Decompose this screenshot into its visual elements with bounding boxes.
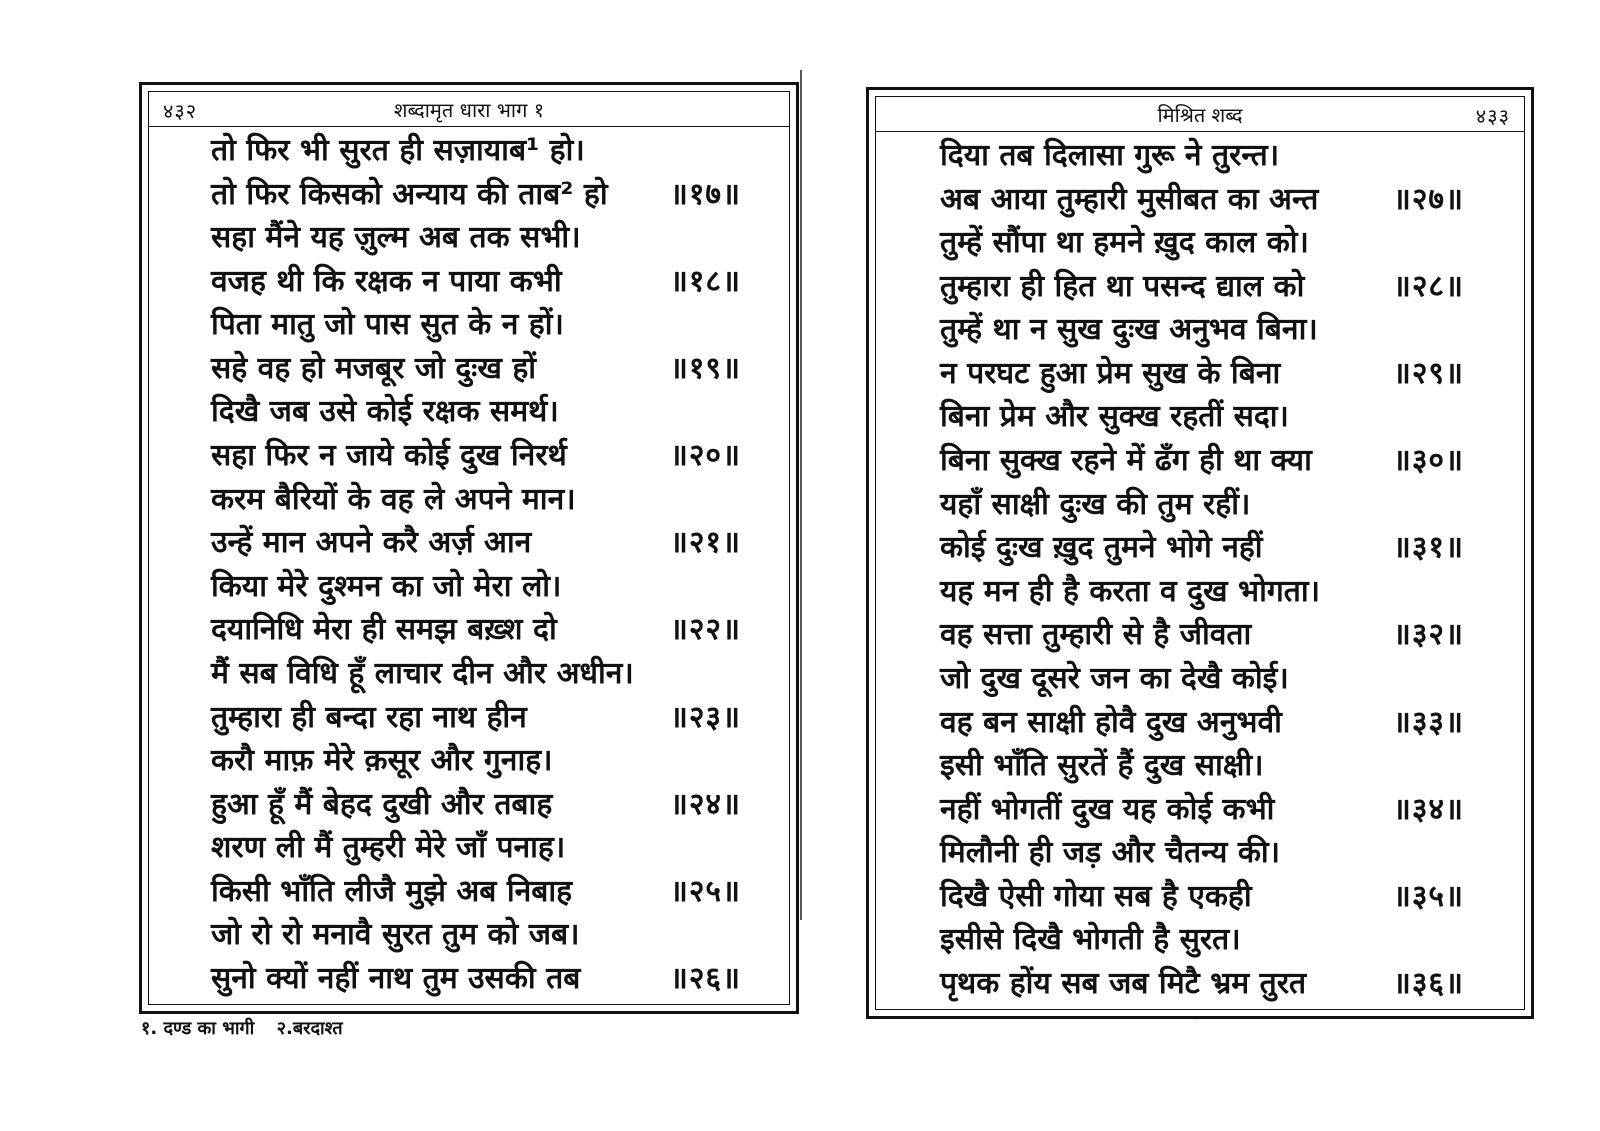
verse-line [211, 524, 741, 562]
verse-text: नहीं भोगतीं दुख यह कोई कभी [940, 791, 1275, 827]
verse-line [940, 747, 1464, 785]
verse-number: ॥३५॥ [1392, 878, 1464, 914]
verse-line [211, 829, 741, 867]
verse-text: दिया तब दिलासा गुरू ने तुरन्त। [940, 138, 1280, 173]
page-number: ४३२ [163, 99, 198, 123]
verse-text: तो फिर भी सुरत ही सज़ायाब¹ हो। [211, 133, 585, 168]
verse-line [211, 393, 741, 431]
verse-text: कोई दुःख ख़ुद तुमने भोगे नहीं [940, 530, 1263, 566]
verse-line [211, 481, 741, 519]
verse-line [940, 921, 1464, 959]
verse-line [211, 219, 741, 257]
verse-line [211, 611, 741, 649]
verse-number: ॥२८॥ [1392, 268, 1464, 304]
verse-text: जो दुख दूसरे जन का देखै कोई। [940, 660, 1289, 696]
verse-line [211, 960, 741, 998]
verse-number: ॥३६॥ [1392, 965, 1464, 1001]
verse-line [940, 965, 1464, 1003]
verse-line [211, 786, 741, 824]
verse-number: ॥३०॥ [1392, 443, 1464, 479]
verse-line [940, 834, 1464, 872]
verse-line [211, 742, 741, 780]
right-page [866, 87, 1534, 1019]
verse-number: ॥२२॥ [669, 612, 741, 648]
verse-text: यह मन ही है करता व दुख भोगता। [940, 573, 1320, 609]
verse-number: ॥१८॥ [669, 263, 741, 299]
verse-number: ॥२४॥ [669, 786, 741, 822]
left-page-header [149, 92, 789, 127]
verse-text: उन्हें मान अपने करै अर्ज़ आन [211, 525, 532, 561]
verse-text: तुम्हें था न सुख दुःख अनुभव बिना। [940, 312, 1318, 348]
verse-line [940, 355, 1464, 393]
verse-line [940, 486, 1464, 524]
verse-text: तुम्हारा ही हित था पसन्द द्याल को [940, 268, 1305, 304]
verse-line [940, 224, 1464, 262]
verse-text: पिता मातु जो पास सुत के न हों। [211, 307, 564, 343]
right-page-frame [875, 96, 1525, 1010]
verse-line [940, 616, 1464, 654]
verse-text: सहे वह हो मजबूर जो दुःख हों [211, 350, 537, 386]
verse-text: बिना प्रेम और सुक्ख रहतीं सदा। [940, 399, 1289, 435]
book-spine [800, 70, 802, 920]
verse-number: ॥३४॥ [1392, 791, 1464, 827]
verse-number: ॥२०॥ [669, 438, 741, 474]
verse-text: करम बैरियों के वह ले अपने मान। [211, 481, 576, 517]
footnotes [141, 1016, 359, 1040]
verse-text: सहा मैंने यह ज़ुल्म अब तक सभी। [211, 220, 581, 256]
verse-line [940, 529, 1464, 567]
verse-text: अब आया तुम्हारी मुसीबत का अन्त [940, 181, 1319, 217]
verse-list [940, 137, 1464, 1003]
verse-text: वह सत्ता तुम्हारी से है जीवता [940, 617, 1252, 653]
verse-line [211, 916, 741, 954]
verse-text: मैं सब विधि हूँ लाचार दीन और अधीन। [211, 655, 634, 691]
right-page-header [876, 97, 1524, 132]
verse-text: इसीसे दिखै भोगती है सुरत। [940, 922, 1241, 958]
left-page-frame [148, 91, 790, 1005]
verse-line [211, 263, 741, 301]
verse-line [211, 350, 741, 388]
verse-text: सुनो क्यों नहीं नाथ तुम उसकी तब [211, 960, 581, 996]
verse-line [211, 132, 741, 170]
verse-line [940, 791, 1464, 829]
verse-line [940, 137, 1464, 175]
verse-number: ॥२९॥ [1392, 355, 1464, 391]
verse-text: तुम्हें सौंपा था हमने ख़ुद काल को। [940, 225, 1309, 261]
verse-text: तो फिर किसको अन्याय की ताब² हो [211, 176, 608, 212]
verse-line [211, 176, 741, 214]
verse-list [211, 132, 741, 998]
verse-text: वह बन साक्षी होवै दुख अनुभवी [940, 704, 1282, 740]
verse-number: ॥२३॥ [669, 699, 741, 735]
verse-number: ॥१७॥ [669, 176, 741, 212]
verse-text: पृथक होंय सब जब मिटै भ्रम तुरत [940, 965, 1307, 1001]
verse-line [940, 311, 1464, 349]
verse-text: किसी भाँति लीजै मुझे अब निबाह [211, 873, 573, 909]
verse-text: सहा फिर न जाये कोई दुख निरर्थ [211, 438, 567, 474]
verse-text: बिना सुक्ख रहने में ढँग ही था क्या [940, 443, 1312, 479]
page-header-title: शब्दामृत धारा भाग १ [393, 98, 545, 122]
verse-line [211, 437, 741, 475]
footnote-1: १. दण्ड का भागी [141, 1018, 255, 1039]
verse-text: दिखै जब उसे कोई रक्षक समर्थ। [211, 394, 559, 430]
verse-number: ॥२१॥ [669, 525, 741, 561]
verse-line [940, 878, 1464, 916]
page-number: ४३३ [1475, 104, 1510, 128]
verse-line [940, 573, 1464, 611]
verse-number: ॥३१॥ [1392, 530, 1464, 566]
verse-text: जो रो रो मनावै सुरत तुम को जब। [211, 917, 580, 953]
verse-number: ॥१९॥ [669, 350, 741, 386]
verse-text: यहाँ साक्षी दुःख की तुम रहीं। [940, 486, 1251, 522]
left-page [139, 82, 799, 1014]
verse-text: किया मेरे दुश्मन का जो मेरा लो। [211, 568, 562, 604]
verse-text: मिलौनी ही जड़ और चैतन्य की। [940, 835, 1281, 871]
verse-text: तुम्हारा ही बन्दा रहा नाथ हीन [211, 699, 527, 735]
verse-number: ॥२६॥ [669, 960, 741, 996]
verse-text: दिखै ऐसी गोया सब है एकही [940, 878, 1252, 914]
verse-text: हुआ हूँ मैं बेहद दुखी और तबाह [211, 786, 553, 822]
footnote-2: २.बरदाश्त [276, 1018, 343, 1039]
verse-line [940, 181, 1464, 219]
verse-line [211, 873, 741, 911]
verse-number: ॥२५॥ [669, 873, 741, 909]
verse-text: इसी भाँति सुरतें हैं दुख साक्षी। [940, 748, 1264, 784]
page-header-title: मिश्रित शब्द [1157, 103, 1243, 127]
verse-number: ॥२७॥ [1392, 181, 1464, 217]
verse-text: दयानिधि मेरा ही समझ बख़्श दो [211, 612, 557, 648]
verse-line [940, 398, 1464, 436]
verse-line [211, 699, 741, 737]
verse-line [211, 306, 741, 344]
verse-text: न परघट हुआ प्रेम सुख के बिना [940, 355, 1281, 391]
verse-line [940, 268, 1464, 306]
verse-line [211, 655, 741, 693]
verse-line [940, 660, 1464, 698]
verse-number: ॥३३॥ [1392, 704, 1464, 740]
verse-text: शरण ली मैं तुम्हरी मेरे जाँ पनाह। [211, 830, 566, 866]
verse-text: करौ माफ़ मेरे क़सूर और गुनाह। [211, 743, 553, 779]
verse-line [211, 568, 741, 606]
verse-text: वजह थी कि रक्षक न पाया कभी [211, 263, 562, 299]
verse-line [940, 442, 1464, 480]
verse-line [940, 704, 1464, 742]
verse-number: ॥३२॥ [1392, 617, 1464, 653]
